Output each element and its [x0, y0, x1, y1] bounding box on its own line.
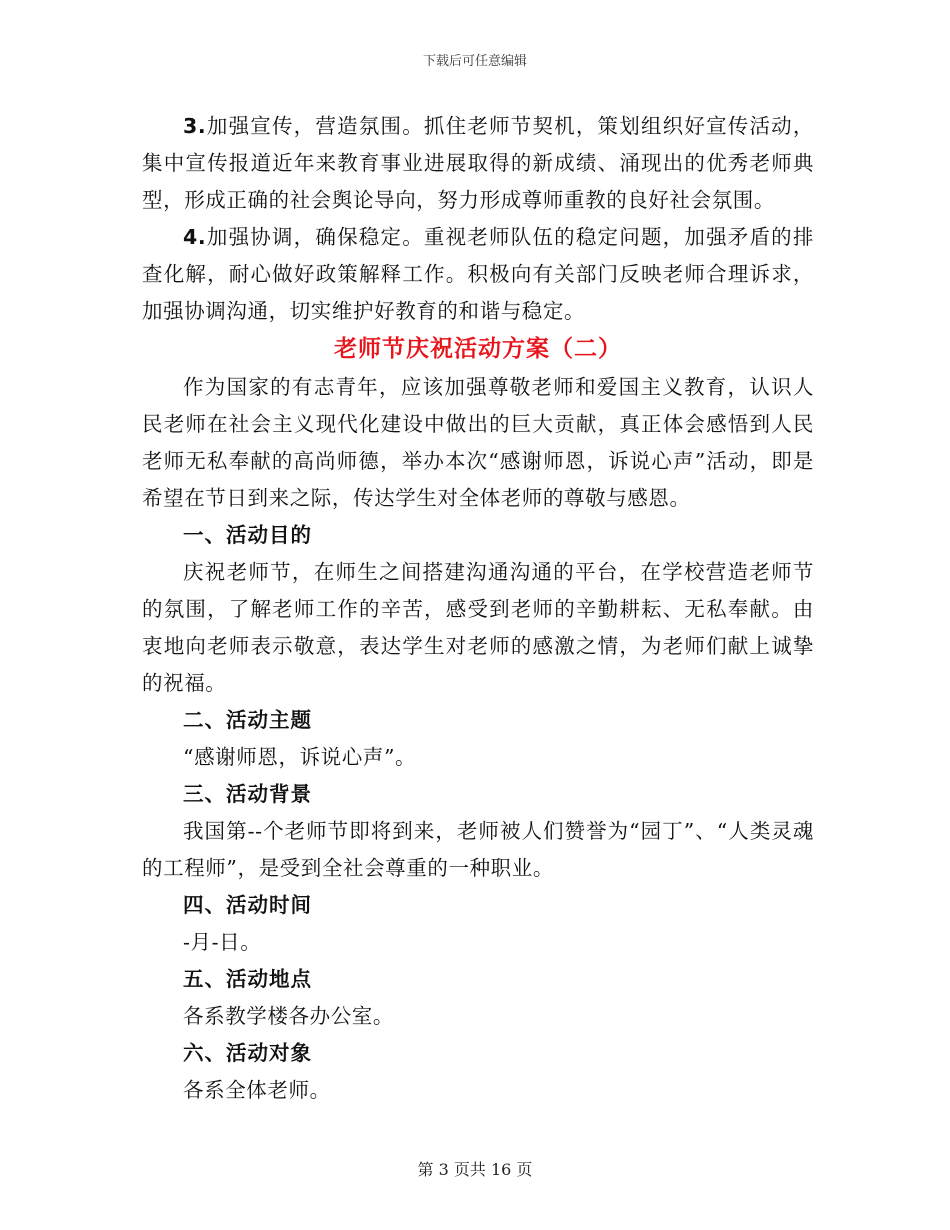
background-paragraph: 我国第--个老师节即将到来，老师被人们赞誉为“园丁”、“人类灵魂的工程师”，是受到全社会尊重的一种职业。 [142, 819, 814, 880]
heading-purpose: 一、活动目的 [183, 523, 312, 547]
heading-location: 五、活动地点 [183, 967, 312, 991]
page-footer: 第 3 页共 16 页 [417, 1160, 533, 1179]
page-header: 下载后可任意编辑 [422, 54, 527, 69]
section-title: 老师节庆祝活动方案（二） [334, 336, 622, 362]
heading-background: 三、活动背景 [183, 782, 312, 806]
location-paragraph: 各系教学楼各办公室。 [183, 1004, 394, 1028]
time-paragraph: -月-日。 [183, 930, 262, 954]
paragraph-item-4 [142, 219, 814, 330]
item-number: 4. [183, 225, 207, 249]
item-text: 加强协调，确保稳定。重视老师队伍的稳定问题，加强矛盾的排查化解，耐心做好政策解释工作。积极向有关部门反映老师合理诉求，加强协调沟通，切实维护好教育的和谐与稳定。 [142, 225, 814, 323]
heading-target: 六、活动对象 [183, 1041, 312, 1065]
heading-theme: 二、活动主题 [183, 708, 312, 732]
document-body [142, 108, 814, 1109]
paragraph-item-3 [142, 108, 814, 219]
purpose-paragraph: 庆祝老师节，在师生之间搭建沟通沟通的平台，在学校营造老师节的氛围，了解老师工作的辛苦，感受到老师的辛勤耕耘、无私奉献。由衷地向老师表示敬意，表达学生对老师的感激之情，为老师们献上诚挚的祝福。 [142, 560, 814, 695]
item-text: 加强宣传，营造氛围。抓住老师节契机，策划组织好宣传活动，集中宣传报道近年来教育事业进展取得的新成绩、涌现出的优秀老师典型，形成正确的社会舆论导向，努力形成尊师重教的良好社会氛围。 [142, 114, 814, 212]
heading-time: 四、活动时间 [183, 893, 312, 917]
item-number: 3. [183, 114, 207, 138]
intro-paragraph: 作为国家的有志青年，应该加强尊敬老师和爱国主义教育，认识人民老师在社会主义现代化建设中做出的巨大贡献，真正体会感悟到人民老师无私奉献的高尚师德，举办本次“感谢师恩，诉说心声”活动，即是希望在节日到来之际，传达学生对全体老师的尊敬与感恩。 [142, 375, 814, 510]
theme-paragraph: “感谢师恩，诉说心声”。 [183, 745, 417, 769]
target-paragraph: 各系全体老师。 [183, 1078, 331, 1102]
